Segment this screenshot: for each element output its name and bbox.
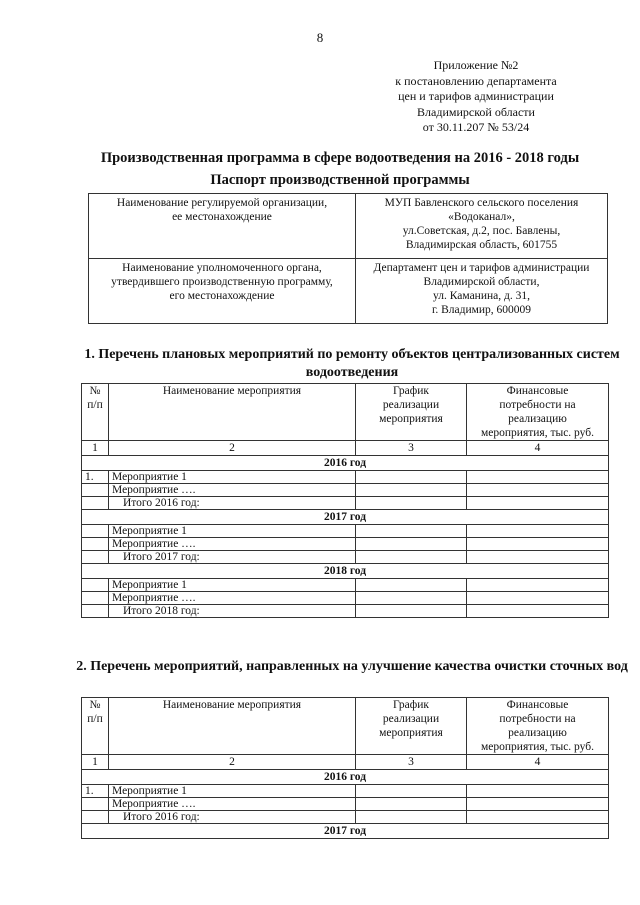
document-title: Производственная программа в сфере водоотведения на 2016 - 2018 годы (100, 150, 580, 166)
value-line: Владимирской области, (423, 276, 540, 288)
passport-row-authority (89, 259, 608, 324)
table-row (82, 484, 609, 497)
value-line: г. Владимир, 600009 (431, 304, 532, 316)
appendix-line: цен и тарифов администрации (398, 89, 554, 103)
column-index-row (82, 441, 609, 456)
appendix-line: Приложение №2 (433, 58, 519, 72)
value-line: МУП Бавленского сельского поселения (384, 197, 579, 209)
year-row: 2018 год (82, 564, 609, 579)
section2-table (81, 697, 609, 839)
table-row (82, 525, 609, 538)
table-header-row (82, 384, 609, 441)
table-row (82, 785, 609, 798)
row-name: Мероприятие …. (109, 798, 356, 811)
header-schedule: График реализации мероприятия (356, 384, 467, 441)
year-row: 2016 год (82, 456, 609, 471)
year-row: 2017 год (82, 824, 609, 839)
col-index: 3 (356, 755, 467, 770)
header-num: № п/п (82, 384, 109, 441)
table-row-total (82, 551, 609, 564)
header-name: Наименование мероприятия (109, 698, 356, 755)
table-row (82, 798, 609, 811)
label-line: Наименование уполномоченного органа, (122, 262, 322, 274)
table-row (82, 471, 609, 484)
row-name: Мероприятие 1 (109, 525, 356, 538)
row-total: Итого 2018 год: (109, 605, 356, 618)
row-total: Итого 2017 год: (109, 551, 356, 564)
row-num: 1. (82, 785, 109, 798)
label-line: ее местонахождение (172, 211, 272, 223)
appendix-line: к постановлению департамента (395, 73, 557, 88)
value-line: ул.Советская, д.2, пос. Бавлены, (402, 225, 561, 237)
table-row (82, 592, 609, 605)
section2-title: 2. Перечень мероприятий, направленных на улучшение качества очистки сточных вод (76, 659, 628, 674)
passport-label (89, 259, 356, 324)
passport-value (356, 194, 608, 259)
col-index: 4 (467, 441, 609, 456)
passport-row-organization (89, 194, 608, 259)
header-finance: Финансовые потребности на реализацию мероприятия, тыс. руб. (467, 698, 609, 755)
appendix-block (346, 58, 606, 136)
col-index: 3 (356, 441, 467, 456)
section1-table (81, 383, 609, 618)
value-line: Владимирская область, 601755 (405, 239, 558, 251)
header-num: № п/п (82, 698, 109, 755)
table-row (82, 579, 609, 592)
col-index: 2 (109, 441, 356, 456)
table-header-row (82, 698, 609, 755)
row-total: Итого 2016 год: (109, 811, 356, 824)
table-row-total (82, 811, 609, 824)
col-index: 4 (467, 755, 609, 770)
header-name: Наименование мероприятия (109, 384, 356, 441)
value-line: Департамент цен и тарифов администрации (373, 262, 590, 274)
passport-table (88, 193, 608, 324)
table-row-total (82, 497, 609, 510)
col-index: 1 (82, 755, 109, 770)
header-schedule: График реализации мероприятия (356, 698, 467, 755)
year-row: 2016 год (82, 770, 609, 785)
passport-label (89, 194, 356, 259)
value-line: «Водоканал», (448, 211, 515, 223)
row-total: Итого 2016 год: (109, 497, 356, 510)
label-line: утвердившего производственную программу, (111, 276, 333, 288)
column-index-row (82, 755, 609, 770)
row-name: Мероприятие …. (109, 592, 356, 605)
row-name: Мероприятие 1 (109, 785, 356, 798)
col-index: 2 (109, 755, 356, 770)
year-row: 2017 год (82, 510, 609, 525)
table-row (82, 538, 609, 551)
appendix-line: от 30.11.207 № 53/24 (422, 120, 530, 134)
row-name: Мероприятие 1 (109, 579, 356, 592)
table-row-total (82, 605, 609, 618)
row-name: Мероприятие 1 (109, 471, 356, 484)
document-subtitle: Паспорт производственной программы (210, 172, 470, 188)
value-line: ул. Каманина, д. 31, (433, 290, 530, 302)
col-index: 1 (82, 441, 109, 456)
row-name: Мероприятие …. (109, 538, 356, 551)
label-line: его местонахождение (169, 290, 275, 302)
row-num: 1. (82, 471, 109, 484)
row-name: Мероприятие …. (109, 484, 356, 497)
section1-title: 1. Перечень плановых мероприятий по ремонту объектов централизованных систем водоотведения (84, 347, 620, 380)
page-number: 8 (316, 30, 324, 45)
label-line: Наименование регулируемой организации, (116, 197, 328, 209)
appendix-line: Владимирской области (417, 104, 535, 119)
passport-value (356, 259, 608, 324)
header-finance: Финансовые потребности на реализацию мероприятия, тыс. руб. (467, 384, 609, 441)
